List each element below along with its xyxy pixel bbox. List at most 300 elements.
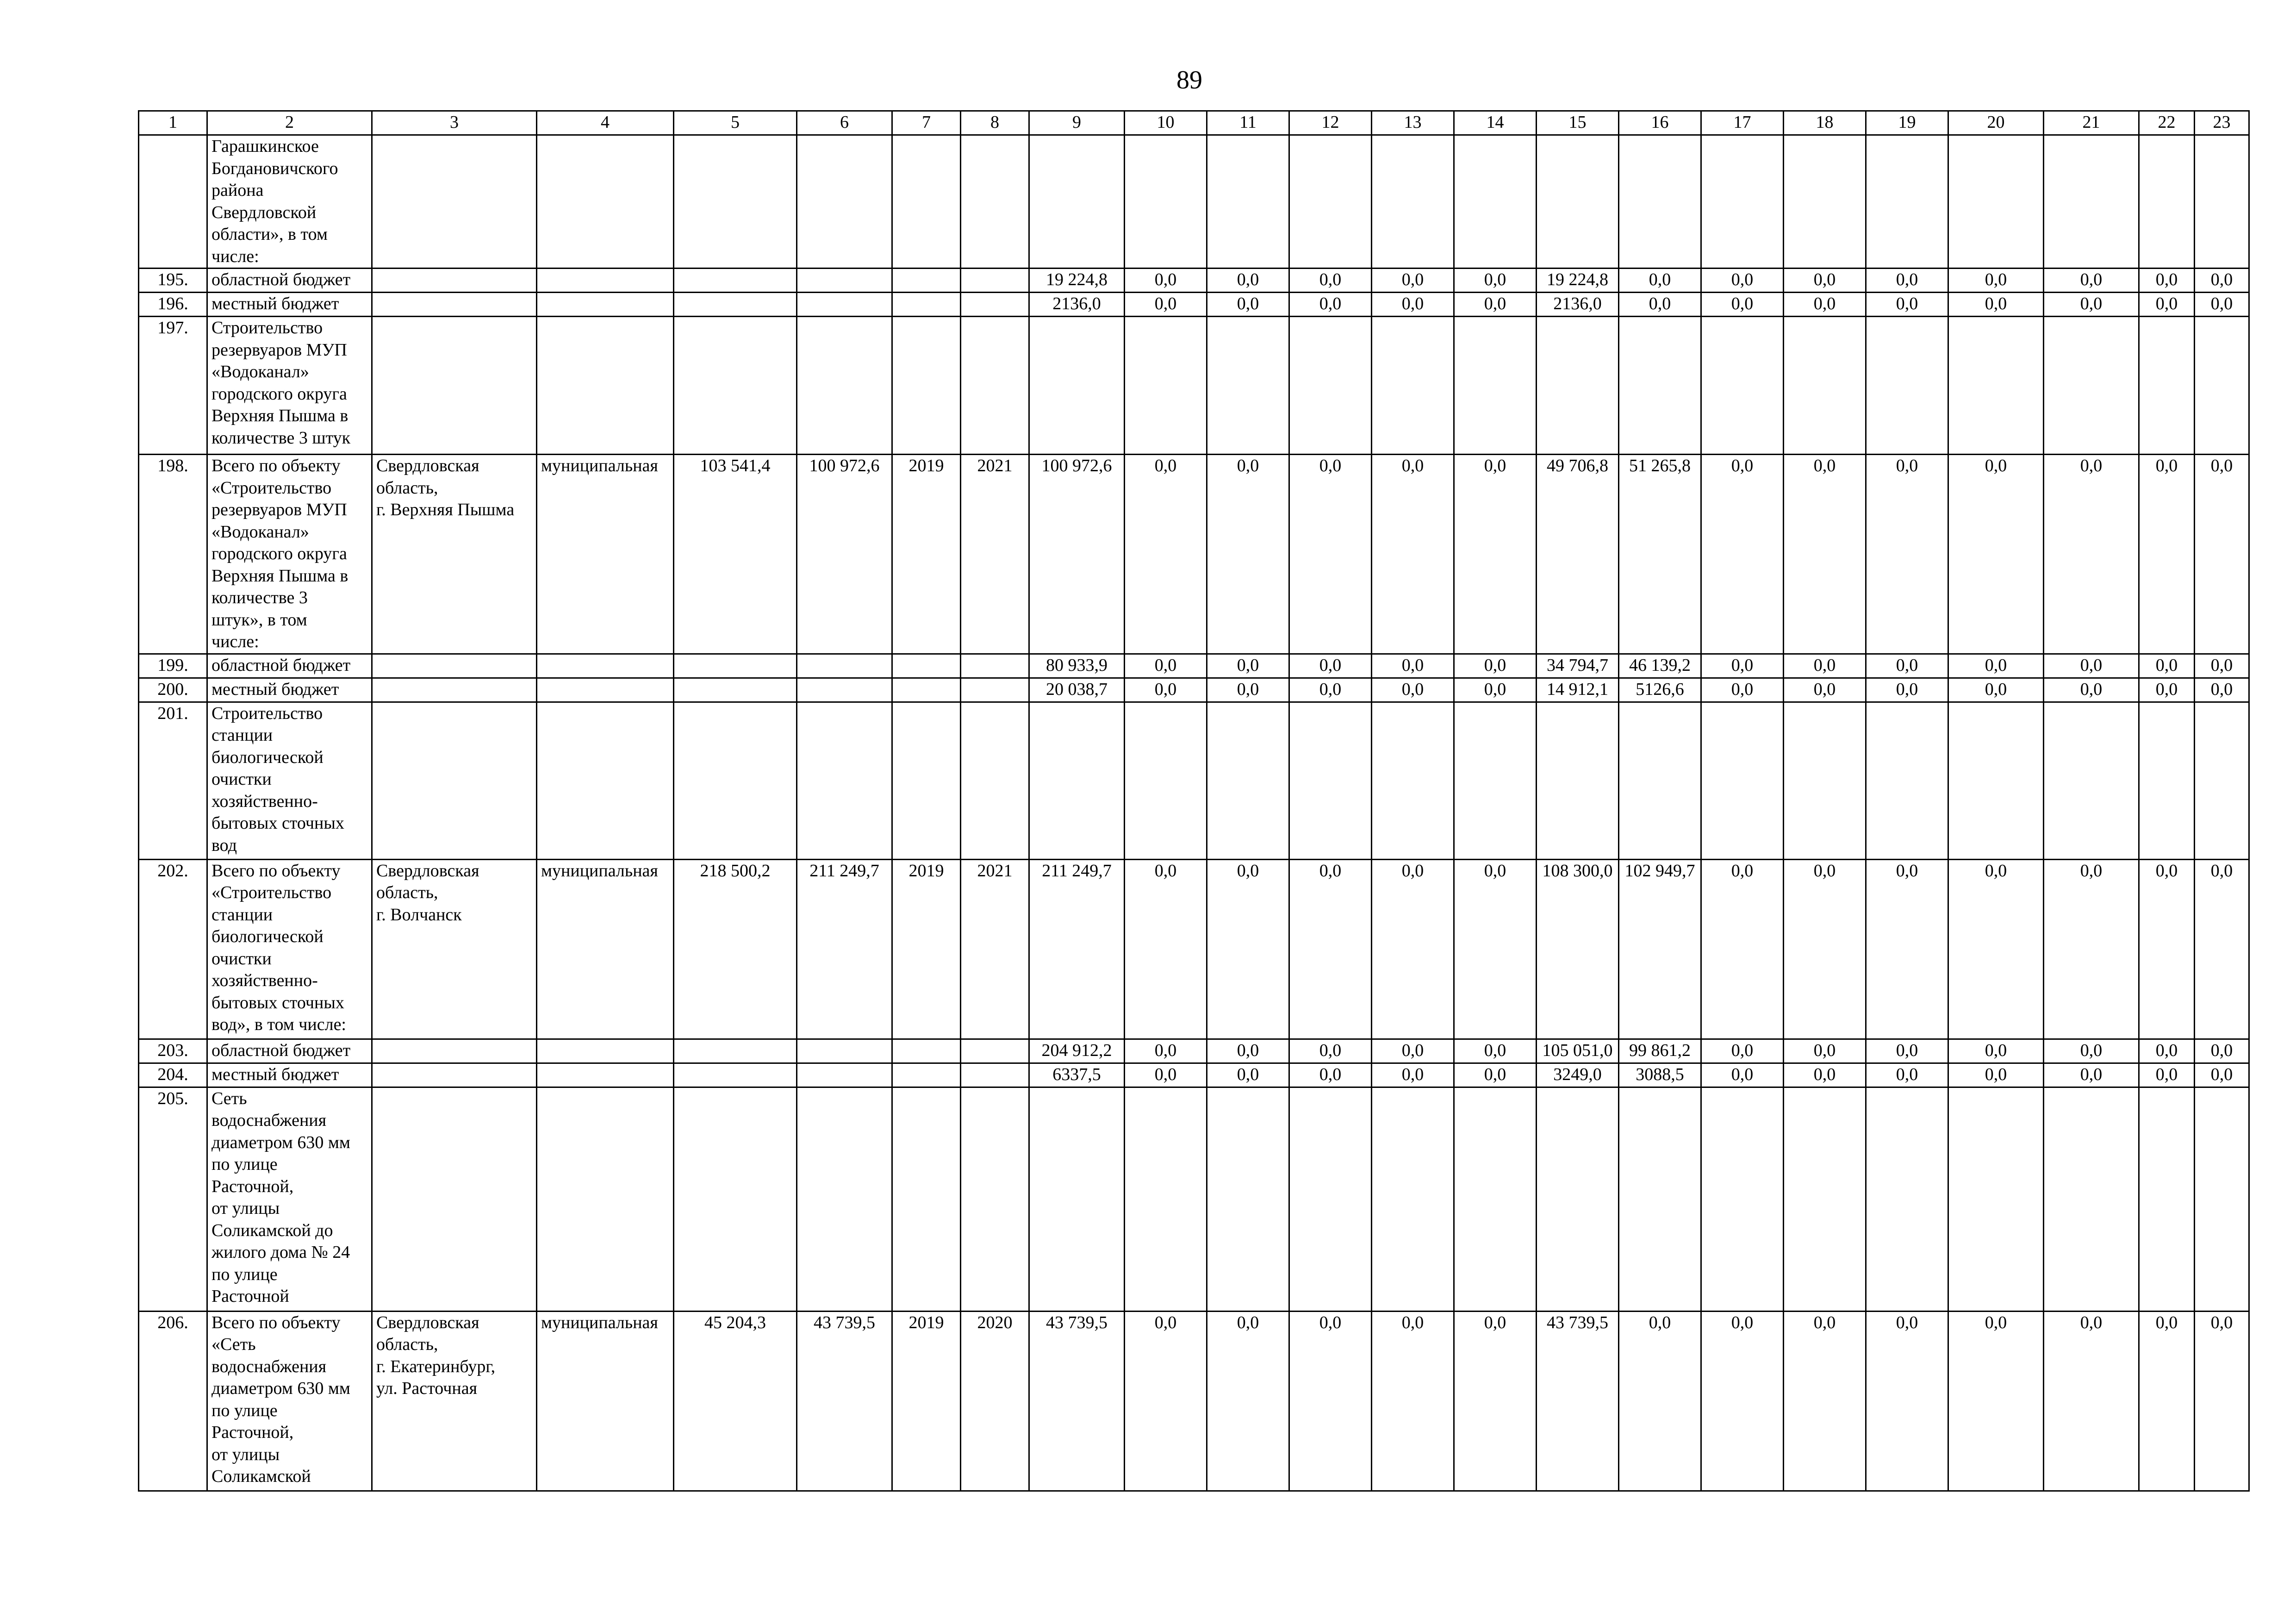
col-10-cell: 0,0 [1125,1311,1207,1491]
col-17-cell: 0,0 [1701,859,1784,1039]
object-name-cell: областной бюджет [207,654,372,678]
object-name-cell: Гарашкинское Богдановичского района Свердловской области», в том числе: [207,135,372,269]
col-20-cell: 0,0 [1948,293,2044,317]
start-year-cell [892,1039,961,1063]
col-15-cell: 105 051,0 [1537,1039,1619,1063]
estimated-cost-cell [674,135,797,269]
col-10-cell: 0,0 [1125,269,1207,293]
remaining-cost-cell [797,269,892,293]
col-13-cell [1372,317,1454,455]
col-15-cell: 108 300,0 [1537,859,1619,1039]
start-year-cell [892,678,961,702]
remaining-cost-cell [797,1063,892,1087]
start-year-cell [892,1087,961,1311]
remaining-cost-cell [797,135,892,269]
col-14-cell: 0,0 [1454,455,1537,654]
col-18-cell [1784,702,1866,859]
col-14-cell: 0,0 [1454,654,1537,678]
col-15-cell: 2136,0 [1537,293,1619,317]
col-17-cell [1701,135,1784,269]
header-cell: 7 [892,111,961,135]
estimated-cost-cell [674,678,797,702]
header-cell: 6 [797,111,892,135]
col-14-cell: 0,0 [1454,269,1537,293]
col-11-cell: 0,0 [1207,269,1289,293]
col-18-cell: 0,0 [1784,1063,1866,1087]
row-number-cell [139,135,207,269]
estimated-cost-cell: 103 541,4 [674,455,797,654]
header-cell: 10 [1125,111,1207,135]
start-year-cell [892,654,961,678]
header-cell: 18 [1784,111,1866,135]
table-row [139,455,2249,654]
remaining-cost-cell [797,317,892,455]
table-row [139,859,2249,1039]
table-row [139,293,2249,317]
col-22-cell [2139,317,2195,455]
col-12-cell: 0,0 [1289,654,1372,678]
total-funding-cell: 211 249,7 [1029,859,1125,1039]
total-funding-cell: 80 933,9 [1029,654,1125,678]
total-funding-cell [1029,1087,1125,1311]
col-21-cell: 0,0 [2044,654,2139,678]
start-year-cell: 2019 [892,1311,961,1491]
total-funding-cell: 2136,0 [1029,293,1125,317]
col-20-cell: 0,0 [1948,859,2044,1039]
col-16-cell: 46 139,2 [1619,654,1701,678]
col-15-cell: 49 706,8 [1537,455,1619,654]
col-15-cell: 14 912,1 [1537,678,1619,702]
col-16-cell [1619,135,1701,269]
object-name-cell: Всего по объекту «Сеть водоснабжения диаметром 630 мм по улице Расточной, от улицы Соликамской [207,1311,372,1491]
col-10-cell: 0,0 [1125,1063,1207,1087]
col-19-cell: 0,0 [1866,859,1948,1039]
col-11-cell [1207,1087,1289,1311]
col-23-cell: 0,0 [2195,678,2249,702]
end-year-cell [961,654,1029,678]
col-15-cell [1537,317,1619,455]
col-17-cell: 0,0 [1701,678,1784,702]
col-20-cell: 0,0 [1948,1311,2044,1491]
col-21-cell [2044,317,2139,455]
end-year-cell [961,317,1029,455]
estimated-cost-cell [674,702,797,859]
start-year-cell [892,135,961,269]
col-14-cell: 0,0 [1454,1311,1537,1491]
remaining-cost-cell: 211 249,7 [797,859,892,1039]
header-cell: 2 [207,111,372,135]
col-11-cell: 0,0 [1207,455,1289,654]
col-13-cell: 0,0 [1372,1311,1454,1491]
col-15-cell: 19 224,8 [1537,269,1619,293]
col-11-cell [1207,135,1289,269]
end-year-cell [961,293,1029,317]
header-cell: 20 [1948,111,2044,135]
estimated-cost-cell [674,654,797,678]
object-name-cell: областной бюджет [207,269,372,293]
row-number-cell: 197. [139,317,207,455]
remaining-cost-cell [797,702,892,859]
col-18-cell [1784,317,1866,455]
col-13-cell [1372,1087,1454,1311]
col-18-cell: 0,0 [1784,293,1866,317]
row-number-cell: 206. [139,1311,207,1491]
col-20-cell: 0,0 [1948,1039,2044,1063]
location-cell [372,678,537,702]
col-20-cell [1948,317,2044,455]
col-17-cell: 0,0 [1701,1063,1784,1087]
location-cell [372,269,537,293]
col-20-cell [1948,702,2044,859]
col-19-cell: 0,0 [1866,1311,1948,1491]
table-row [139,654,2249,678]
col-21-cell: 0,0 [2044,1063,2139,1087]
remaining-cost-cell [797,1039,892,1063]
col-17-cell: 0,0 [1701,293,1784,317]
col-16-cell [1619,317,1701,455]
start-year-cell [892,293,961,317]
col-18-cell [1784,135,1866,269]
table-row [139,702,2249,859]
object-name-cell: местный бюджет [207,293,372,317]
col-22-cell: 0,0 [2139,1063,2195,1087]
header-cell: 17 [1701,111,1784,135]
col-22-cell: 0,0 [2139,269,2195,293]
ownership-cell [537,135,674,269]
col-13-cell: 0,0 [1372,654,1454,678]
col-12-cell: 0,0 [1289,293,1372,317]
col-19-cell: 0,0 [1866,654,1948,678]
ownership-cell [537,317,674,455]
col-22-cell: 0,0 [2139,293,2195,317]
object-name-cell: областной бюджет [207,1039,372,1063]
col-12-cell: 0,0 [1289,678,1372,702]
remaining-cost-cell: 100 972,6 [797,455,892,654]
col-17-cell [1701,1087,1784,1311]
estimated-cost-cell: 45 204,3 [674,1311,797,1491]
header-cell: 16 [1619,111,1701,135]
location-cell [372,317,537,455]
col-12-cell [1289,1087,1372,1311]
table-row [139,269,2249,293]
col-16-cell: 99 861,2 [1619,1039,1701,1063]
header-cell: 5 [674,111,797,135]
col-14-cell: 0,0 [1454,1063,1537,1087]
col-10-cell: 0,0 [1125,654,1207,678]
col-12-cell [1289,135,1372,269]
header-cell: 23 [2195,111,2249,135]
header-cell: 4 [537,111,674,135]
col-23-cell: 0,0 [2195,1311,2249,1491]
col-23-cell: 0,0 [2195,1063,2249,1087]
col-18-cell: 0,0 [1784,1311,1866,1491]
col-19-cell [1866,135,1948,269]
col-21-cell [2044,702,2139,859]
col-12-cell [1289,317,1372,455]
col-13-cell: 0,0 [1372,269,1454,293]
total-funding-cell: 19 224,8 [1029,269,1125,293]
row-number-cell: 196. [139,293,207,317]
col-17-cell: 0,0 [1701,1311,1784,1491]
remaining-cost-cell: 43 739,5 [797,1311,892,1491]
col-15-cell: 34 794,7 [1537,654,1619,678]
col-22-cell: 0,0 [2139,654,2195,678]
end-year-cell [961,269,1029,293]
total-funding-cell [1029,135,1125,269]
col-19-cell: 0,0 [1866,1039,1948,1063]
end-year-cell [961,135,1029,269]
col-16-cell: 0,0 [1619,1311,1701,1491]
budget-table [138,110,2250,1492]
location-cell [372,1087,537,1311]
location-cell: Свердловская область, г. Екатеринбург, ул. Расточная [372,1311,537,1491]
col-17-cell [1701,702,1784,859]
object-name-cell: Строительство станции биологической очистки хозяйственно- бытовых сточных вод [207,702,372,859]
object-name-cell: Всего по объекту «Строительство резервуаров МУП «Водоканал» городского округа Верхняя Пышма в количестве 3 штук», в том числе: [207,455,372,654]
col-11-cell: 0,0 [1207,1311,1289,1491]
col-23-cell: 0,0 [2195,859,2249,1039]
col-18-cell: 0,0 [1784,1039,1866,1063]
col-22-cell [2139,1087,2195,1311]
col-23-cell: 0,0 [2195,455,2249,654]
col-21-cell: 0,0 [2044,455,2139,654]
end-year-cell [961,1087,1029,1311]
total-funding-cell [1029,317,1125,455]
remaining-cost-cell [797,293,892,317]
col-11-cell: 0,0 [1207,678,1289,702]
col-10-cell [1125,317,1207,455]
col-23-cell [2195,135,2249,269]
col-10-cell: 0,0 [1125,859,1207,1039]
col-19-cell: 0,0 [1866,455,1948,654]
col-19-cell [1866,317,1948,455]
remaining-cost-cell [797,654,892,678]
col-11-cell: 0,0 [1207,859,1289,1039]
row-number-cell: 201. [139,702,207,859]
total-funding-cell: 204 912,2 [1029,1039,1125,1063]
col-20-cell: 0,0 [1948,269,2044,293]
col-22-cell: 0,0 [2139,1039,2195,1063]
col-21-cell: 0,0 [2044,859,2139,1039]
object-name-cell: местный бюджет [207,678,372,702]
row-number-cell: 204. [139,1063,207,1087]
object-name-cell: Сеть водоснабжения диаметром 630 мм по улице Расточной, от улицы Соликамской до жилого дома № 24 по улице Расточной [207,1087,372,1311]
ownership-cell [537,654,674,678]
col-13-cell [1372,702,1454,859]
col-10-cell: 0,0 [1125,678,1207,702]
total-funding-cell: 6337,5 [1029,1063,1125,1087]
col-21-cell [2044,1087,2139,1311]
ownership-cell [537,269,674,293]
header-cell: 8 [961,111,1029,135]
total-funding-cell: 20 038,7 [1029,678,1125,702]
header-cell: 11 [1207,111,1289,135]
estimated-cost-cell: 218 500,2 [674,859,797,1039]
table-row [139,1039,2249,1063]
end-year-cell [961,1063,1029,1087]
col-12-cell: 0,0 [1289,859,1372,1039]
col-12-cell: 0,0 [1289,1063,1372,1087]
row-number-cell: 203. [139,1039,207,1063]
col-17-cell: 0,0 [1701,1039,1784,1063]
col-20-cell [1948,1087,2044,1311]
col-11-cell: 0,0 [1207,1039,1289,1063]
header-cell: 9 [1029,111,1125,135]
ownership-cell: муниципальная [537,1311,674,1491]
header-cell: 13 [1372,111,1454,135]
col-12-cell: 0,0 [1289,455,1372,654]
col-22-cell: 0,0 [2139,678,2195,702]
col-22-cell: 0,0 [2139,1311,2195,1491]
location-cell [372,293,537,317]
location-cell: Свердловская область, г. Верхняя Пышма [372,455,537,654]
col-12-cell: 0,0 [1289,1039,1372,1063]
header-cell: 12 [1289,111,1372,135]
estimated-cost-cell [674,293,797,317]
col-13-cell: 0,0 [1372,455,1454,654]
col-21-cell [2044,135,2139,269]
col-19-cell: 0,0 [1866,293,1948,317]
col-20-cell: 0,0 [1948,654,2044,678]
col-14-cell [1454,702,1537,859]
col-21-cell: 0,0 [2044,1039,2139,1063]
object-name-cell: Всего по объекту «Строительство станции биологической очистки хозяйственно- бытовых сточных вод», в том числе: [207,859,372,1039]
end-year-cell: 2020 [961,1311,1029,1491]
ownership-cell [537,1039,674,1063]
header-cell: 22 [2139,111,2195,135]
location-cell [372,654,537,678]
location-cell: Свердловская область, г. Волчанск [372,859,537,1039]
col-12-cell: 0,0 [1289,1311,1372,1491]
header-cell: 21 [2044,111,2139,135]
end-year-cell [961,702,1029,859]
col-18-cell: 0,0 [1784,269,1866,293]
end-year-cell [961,1039,1029,1063]
col-21-cell: 0,0 [2044,1311,2139,1491]
col-15-cell [1537,1087,1619,1311]
col-16-cell [1619,702,1701,859]
col-10-cell: 0,0 [1125,293,1207,317]
remaining-cost-cell [797,678,892,702]
col-16-cell [1619,1087,1701,1311]
location-cell [372,1063,537,1087]
col-14-cell: 0,0 [1454,293,1537,317]
col-15-cell [1537,135,1619,269]
col-11-cell: 0,0 [1207,293,1289,317]
col-10-cell [1125,1087,1207,1311]
estimated-cost-cell [674,1063,797,1087]
col-23-cell [2195,317,2249,455]
col-11-cell [1207,702,1289,859]
page-number: 89 [1176,66,1202,94]
col-22-cell [2139,135,2195,269]
end-year-cell: 2021 [961,455,1029,654]
ownership-cell: муниципальная [537,455,674,654]
row-number-cell: 205. [139,1087,207,1311]
col-23-cell: 0,0 [2195,269,2249,293]
col-22-cell [2139,702,2195,859]
col-21-cell: 0,0 [2044,678,2139,702]
col-16-cell: 102 949,7 [1619,859,1701,1039]
col-21-cell: 0,0 [2044,269,2139,293]
col-23-cell: 0,0 [2195,654,2249,678]
ownership-cell: муниципальная [537,859,674,1039]
table-row [139,678,2249,702]
col-14-cell: 0,0 [1454,859,1537,1039]
total-funding-cell: 43 739,5 [1029,1311,1125,1491]
location-cell [372,1039,537,1063]
estimated-cost-cell [674,269,797,293]
table-row [139,1311,2249,1491]
row-number-cell: 200. [139,678,207,702]
header-cell: 3 [372,111,537,135]
start-year-cell: 2019 [892,455,961,654]
col-16-cell: 3088,5 [1619,1063,1701,1087]
col-19-cell [1866,702,1948,859]
col-19-cell [1866,1087,1948,1311]
col-11-cell [1207,317,1289,455]
col-20-cell [1948,135,2044,269]
col-12-cell [1289,702,1372,859]
col-22-cell: 0,0 [2139,859,2195,1039]
row-number-cell: 195. [139,269,207,293]
end-year-cell [961,678,1029,702]
header-cell: 1 [139,111,207,135]
location-cell [372,135,537,269]
col-23-cell: 0,0 [2195,293,2249,317]
col-19-cell: 0,0 [1866,1063,1948,1087]
ownership-cell [537,1087,674,1311]
col-23-cell: 0,0 [2195,1039,2249,1063]
col-19-cell: 0,0 [1866,269,1948,293]
table-row [139,1087,2249,1311]
total-funding-cell: 100 972,6 [1029,455,1125,654]
table-row [139,1063,2249,1087]
col-19-cell: 0,0 [1866,678,1948,702]
col-13-cell: 0,0 [1372,859,1454,1039]
estimated-cost-cell [674,1039,797,1063]
col-14-cell [1454,317,1537,455]
col-18-cell [1784,1087,1866,1311]
header-row [139,111,2249,135]
object-name-cell: местный бюджет [207,1063,372,1087]
col-22-cell: 0,0 [2139,455,2195,654]
start-year-cell [892,702,961,859]
total-funding-cell [1029,702,1125,859]
col-18-cell: 0,0 [1784,654,1866,678]
col-16-cell: 0,0 [1619,293,1701,317]
col-17-cell: 0,0 [1701,269,1784,293]
remaining-cost-cell [797,1087,892,1311]
col-10-cell: 0,0 [1125,1039,1207,1063]
col-21-cell: 0,0 [2044,293,2139,317]
start-year-cell [892,317,961,455]
col-20-cell: 0,0 [1948,678,2044,702]
col-11-cell: 0,0 [1207,654,1289,678]
start-year-cell [892,1063,961,1087]
col-12-cell: 0,0 [1289,269,1372,293]
object-name-cell: Строительство резервуаров МУП «Водоканал» городского округа Верхняя Пышма в количестве 3 штук [207,317,372,455]
col-10-cell [1125,702,1207,859]
col-15-cell: 3249,0 [1537,1063,1619,1087]
col-13-cell [1372,135,1454,269]
col-18-cell: 0,0 [1784,859,1866,1039]
col-17-cell: 0,0 [1701,455,1784,654]
col-17-cell: 0,0 [1701,654,1784,678]
row-number-cell: 199. [139,654,207,678]
col-14-cell [1454,1087,1537,1311]
col-20-cell: 0,0 [1948,455,2044,654]
